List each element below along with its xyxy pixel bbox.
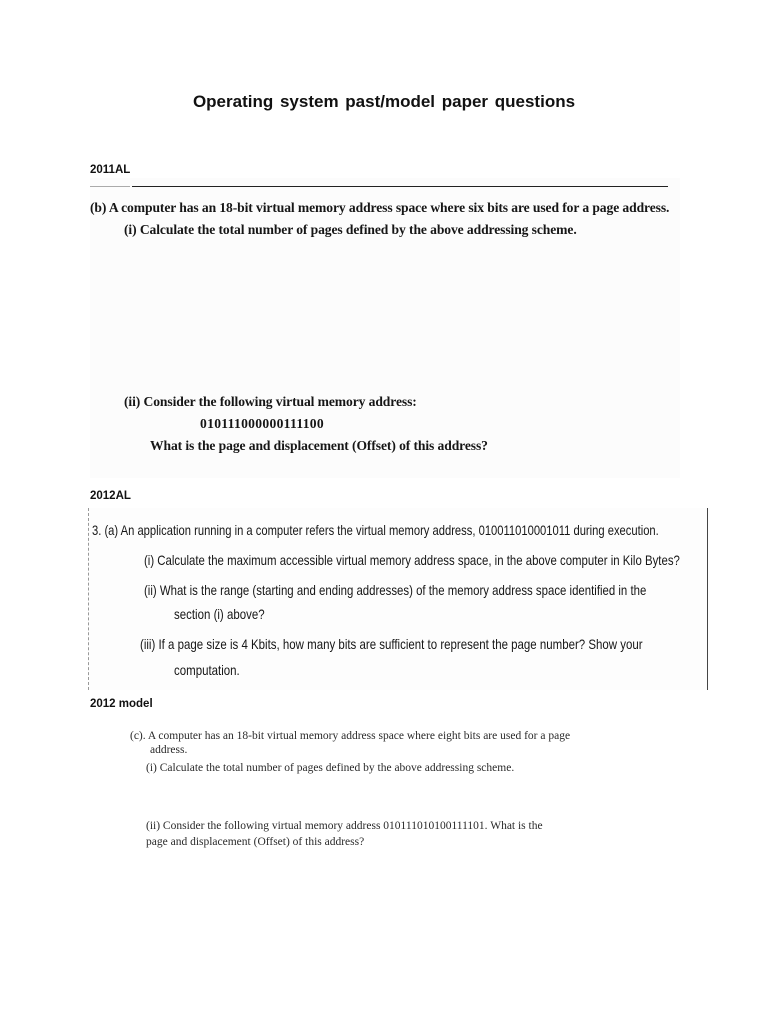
question-line: (b) A computer has an 18-bit virtual memory address space where six bits are used for a page address. (90, 200, 670, 215)
question-line: (iii) If a page size is 4 Kbits, how many bits are sufficient to represent the page number? Show your (140, 636, 643, 652)
scanned-question-2012al (88, 508, 710, 690)
binary-address: 010111000000111100 (200, 416, 324, 431)
divider (90, 186, 130, 187)
question-line: 3. (a) An application running in a computer refers the virtual memory address, 010011010001011 during execution. (92, 522, 659, 538)
question-line: What is the page and displacement (Offset) of this address? (150, 438, 488, 453)
section-label-2012al: 2012AL (90, 490, 131, 502)
question-line: (ii) Consider the following virtual memory address 010111010100111101. What is the (146, 820, 543, 832)
question-line: section (i) above? (174, 606, 265, 622)
page-title: Operating system past/model paper questions (192, 92, 576, 111)
scanned-question-2011al (90, 178, 680, 478)
scan-border (707, 508, 708, 690)
question-line: (ii) What is the range (starting and ending addresses) of the memory address space identified in the (144, 582, 647, 598)
scanned-question-2012-model (130, 730, 650, 850)
question-line: (ii) Consider the following virtual memory address: (124, 394, 417, 409)
question-line: (c). A computer has an 18-bit virtual memory address space where eight bits are used for a page (130, 730, 571, 742)
question-line: page and displacement (Offset) of this address? (146, 836, 365, 848)
question-line: (i) Calculate the total number of pages defined by the above addressing scheme. (146, 762, 515, 774)
question-line: (i) Calculate the maximum accessible virtual memory address space, in the above computer in Kilo Bytes? (144, 552, 680, 568)
question-line: (i) Calculate the total number of pages defined by the above addressing scheme. (124, 222, 577, 237)
scan-border (88, 508, 89, 690)
question-line: computation. (174, 662, 240, 678)
section-label-2012-model: 2012 model (90, 698, 153, 710)
section-label-2011al: 2011AL (90, 164, 131, 176)
divider (132, 186, 668, 187)
question-line: address. (150, 744, 188, 756)
